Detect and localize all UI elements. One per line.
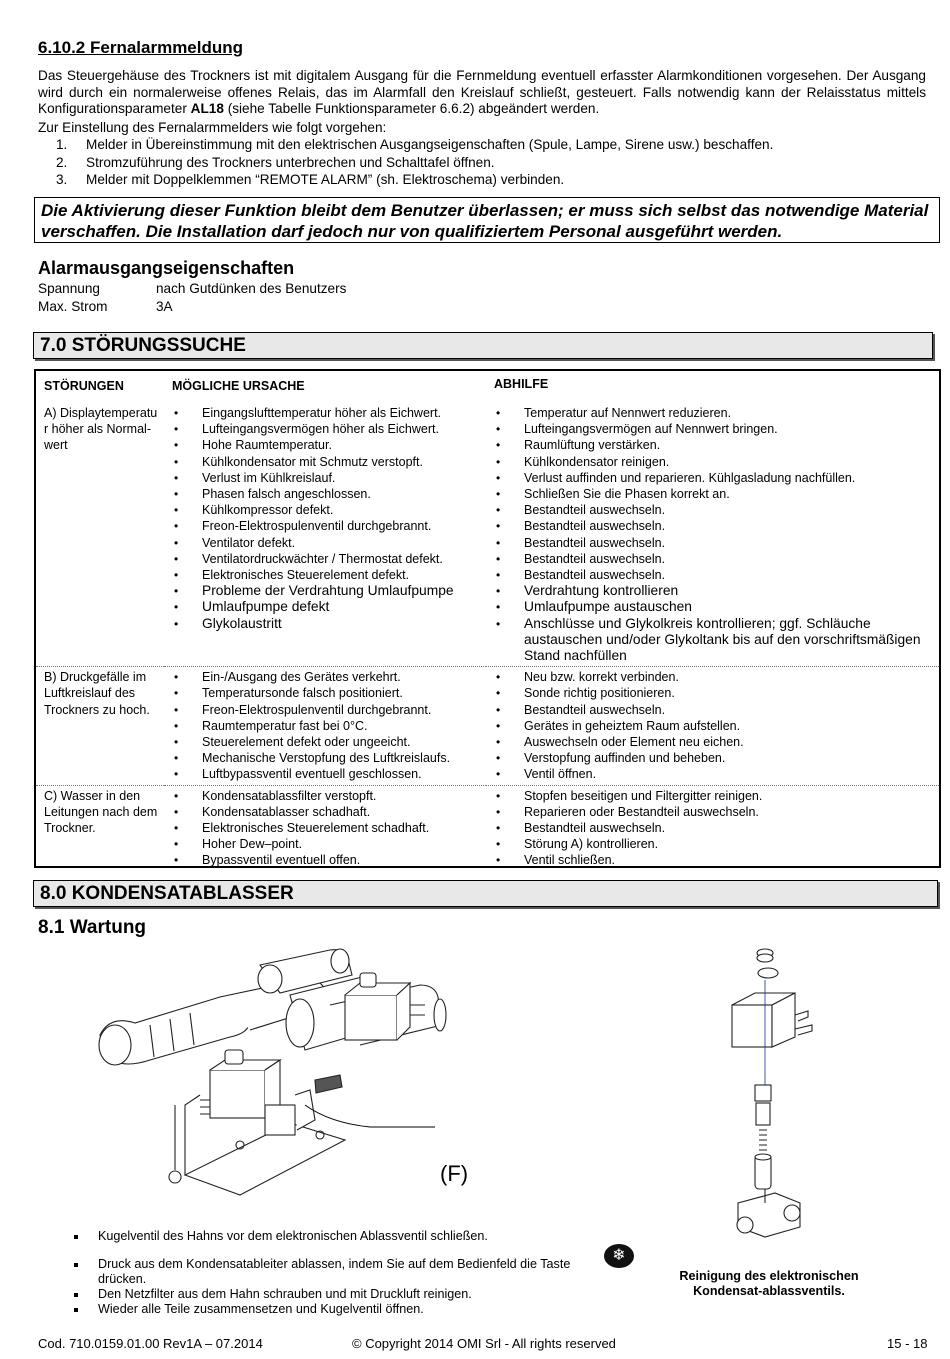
fault-cell: B) Druckgefälle im Luftkreislauf des Trockners zu hoch. bbox=[36, 667, 164, 785]
list-item: • Freon-Elektrospulenventil durchgebrannt. bbox=[172, 518, 480, 534]
alarm-output-row bbox=[38, 298, 346, 316]
list-item: • Kühlkondensator reinigen. bbox=[494, 454, 933, 470]
step-item bbox=[38, 136, 926, 154]
header-stoerungen: STÖRUNGEN bbox=[44, 379, 124, 393]
list-item: • Lufteingangsvermögen höher als Eichwert. bbox=[172, 421, 480, 437]
remedies-cell bbox=[486, 785, 939, 871]
list-item: • Elektronisches Steuerelement defekt. bbox=[172, 567, 480, 583]
alarm-label: Max. Strom bbox=[38, 299, 108, 314]
list-item: • Mechanische Verstopfung des Luftkreislaufs. bbox=[172, 750, 480, 766]
list-item: • Bestandteil auswechseln. bbox=[494, 502, 933, 518]
list-item: • Neu bzw. korrekt verbinden. bbox=[494, 669, 933, 685]
table-row bbox=[36, 785, 939, 871]
list-item: • Reparieren oder Bestandteil auswechseln. bbox=[494, 804, 933, 820]
figure-label-f: (F) bbox=[440, 1161, 469, 1186]
alarm-value: 3A bbox=[156, 299, 173, 314]
step-number: 2. bbox=[56, 154, 68, 170]
footer-code: Cod. 710.0159.01.00 Rev1A – 07.2014 bbox=[38, 1336, 263, 1351]
paragraph-end: (siehe Tabelle Funktionsparameter 6.6.2) abgeändert werden. bbox=[227, 101, 600, 116]
fault-cell: A) Displaytemperatu r höher als Normal-wert bbox=[44, 406, 158, 453]
list-item: Wieder alle Teile zusammensetzen und Kugelventil öffnen. bbox=[38, 1302, 638, 1317]
list-item: • Elektronisches Steuerelement schadhaft. bbox=[172, 820, 480, 836]
step-number: 1. bbox=[56, 137, 68, 152]
warning-box bbox=[34, 197, 940, 243]
list-item: • Probleme der Verdrahtung Umlaufpumpe bbox=[172, 583, 480, 599]
param-al18: AL18 bbox=[190, 101, 224, 116]
list-item: • Verstopfung auffinden und beheben. bbox=[494, 750, 933, 766]
list-item: • Freon-Elektrospulenventil durchgebrannt. bbox=[172, 702, 480, 718]
causes-cell bbox=[164, 399, 486, 667]
list-item: • Bestandteil auswechseln. bbox=[494, 702, 933, 718]
list-item: Den Netzfilter aus dem Hahn schrauben und mit Druckluft reinigen. bbox=[38, 1287, 638, 1302]
list-item: • Bestandteil auswechseln. bbox=[494, 567, 933, 583]
list-item: • Steuerelement defekt oder ungeeicht. bbox=[172, 734, 480, 750]
remedies-cell bbox=[486, 399, 939, 667]
list-item: • Phasen falsch angeschlossen. bbox=[172, 486, 480, 502]
list-item: • Verlust auffinden und reparieren. Kühlgasladung nachfüllen. bbox=[494, 470, 933, 486]
list-item: • Kondensatablassfilter verstopft. bbox=[172, 788, 480, 804]
remedies-cell bbox=[486, 667, 939, 785]
list-item: • Kühlkompressor defekt. bbox=[172, 502, 480, 518]
list-item: • Auswechseln oder Element neu eichen. bbox=[494, 734, 933, 750]
table-header-row bbox=[36, 371, 939, 399]
footer-copyright: © Copyright 2014 OMI Srl - All rights reserved bbox=[352, 1336, 616, 1351]
header-abhilfe: ABHILFE bbox=[494, 377, 549, 391]
drain-assembly-drawing bbox=[90, 945, 490, 1200]
step-text: Melder mit Doppelklemmen “REMOTE ALARM” (sh. Elektroschema) verbinden. bbox=[86, 172, 565, 187]
footer-page: 15 - 18 bbox=[887, 1336, 928, 1351]
step-text: Melder in Übereinstimmung mit den elektrischen Ausgangseigenschaften (Spule, Lampe, Sirene usw.) beschaffen. bbox=[86, 137, 774, 152]
section-title-stoerungssuche: 7.0 STÖRUNGSSUCHE bbox=[33, 332, 933, 359]
alarm-output-table bbox=[38, 280, 346, 316]
exploded-valve-drawing bbox=[720, 945, 820, 1265]
list-item: • Bypassventil eventuell offen. bbox=[172, 852, 480, 868]
list-item: • Umlaufpumpe defekt bbox=[172, 599, 480, 615]
section-title-fernalarm: 6.10.2 Fernalarmmeldung bbox=[38, 38, 244, 57]
troubleshooting-table bbox=[34, 369, 941, 868]
figure-caption: Reinigung des elektronischen Kondensat-ablassventils. bbox=[679, 1269, 859, 1298]
list-item: • Raumlüftung verstärken. bbox=[494, 437, 933, 453]
list-item: • Kondensatablasser schadhaft. bbox=[172, 804, 480, 820]
list-item: • Raumtemperatur fast bei 0°C. bbox=[172, 718, 480, 734]
list-item: • Störung A) kontrollieren. bbox=[494, 836, 933, 852]
step-text: Stromzuführung des Trockners unterbrechen und Schalttafel öffnen. bbox=[86, 154, 495, 170]
list-item: • Ein-/Ausgang des Gerätes verkehrt. bbox=[172, 669, 480, 685]
header-ursache: MÖGLICHE URSACHE bbox=[172, 379, 305, 393]
list-item: • Anschlüsse und Glykolkreis kontrollieren; ggf. Schläuche austauschen und/oder Glykoltank bis auf den vorschriftsmäßigen Stand nachfüllen bbox=[494, 616, 933, 665]
list-item: Kugelventil des Hahns vor dem elektronischen Ablassventil schließen. bbox=[38, 1229, 638, 1244]
list-item: • Ventilatordruckwächter / Thermostat defekt. bbox=[172, 551, 480, 567]
list-item: • Verdrahtung kontrollieren bbox=[494, 583, 933, 599]
list-item: • Luftbypassventil eventuell geschlossen. bbox=[172, 766, 480, 782]
list-item: • Hohe Raumtemperatur. bbox=[172, 437, 480, 453]
causes-cell bbox=[164, 667, 486, 785]
list-item: • Sonde richtig positionieren. bbox=[494, 685, 933, 701]
list-item: • Bestandteil auswechseln. bbox=[494, 551, 933, 567]
warning-text: Die Aktivierung dieser Funktion bleibt dem Benutzer überlassen; er muss sich selbst das notwendige Material verschaffen. Die Installation darf jedoch nur von qualifiziertem Personal ausgeführt werden. bbox=[41, 201, 929, 241]
list-item: • Ventil öffnen. bbox=[494, 766, 933, 782]
fernalarm-paragraph bbox=[38, 68, 926, 118]
list-item: • Lufteingangsvermögen auf Nennwert bringen. bbox=[494, 421, 933, 437]
list-item: • Temperatur auf Nennwert reduzieren. bbox=[494, 405, 933, 421]
fernalarm-steps bbox=[38, 136, 926, 189]
list-item: • Gerätes in geheiztem Raum aufstellen. bbox=[494, 718, 933, 734]
fernalarm-intro: Zur Einstellung des Fernalarmmelders wie folgt vorgehen: bbox=[38, 120, 387, 135]
snowflake-key-icon: ❄ bbox=[604, 1244, 634, 1268]
fault-cell: C) Wasser in den Leitungen nach dem Trockner. bbox=[36, 785, 164, 871]
list-item: • Bestandteil auswechseln. bbox=[494, 820, 933, 836]
maintenance-steps bbox=[38, 1229, 638, 1317]
list-item: • Umlaufpumpe austauschen bbox=[494, 599, 933, 615]
causes-cell bbox=[164, 785, 486, 871]
list-item: • Kühlkondensator mit Schmutz verstopft. bbox=[172, 454, 480, 470]
list-item: • Bestandteil auswechseln. bbox=[494, 518, 933, 534]
table-row bbox=[36, 667, 939, 785]
list-item: • Schließen Sie die Phasen korrekt an. bbox=[494, 486, 933, 502]
list-item: • Eingangslufttemperatur höher als Eichwert. bbox=[172, 405, 480, 421]
alarm-label: Spannung bbox=[38, 281, 100, 296]
section-title-kondensatablasser: 8.0 KONDENSATABLASSER bbox=[33, 880, 938, 907]
alarm-output-row bbox=[38, 280, 346, 298]
step-item bbox=[38, 154, 926, 172]
list-item: • Hoher Dew–point. bbox=[172, 836, 480, 852]
table-row bbox=[36, 399, 939, 667]
list-item: • Temperatursonde falsch positioniert. bbox=[172, 685, 480, 701]
list-item: Druck aus dem Kondensatableiter ablassen, indem Sie auf dem Bedienfeld die Taste drücken. bbox=[38, 1257, 638, 1287]
list-item: • Glykolaustritt bbox=[172, 616, 480, 632]
alarm-value: nach Gutdünken des Benutzers bbox=[156, 281, 347, 296]
list-item: • Ventil schließen. bbox=[494, 852, 933, 868]
list-item: • Bestandteil auswechseln. bbox=[494, 535, 933, 551]
list-item: • Verlust im Kühlkreislauf. bbox=[172, 470, 480, 486]
list-item: • Ventilator defekt. bbox=[172, 535, 480, 551]
step-item bbox=[38, 171, 926, 189]
step-number: 3. bbox=[56, 172, 68, 187]
list-item: • Stopfen beseitigen und Filtergitter reinigen. bbox=[494, 788, 933, 804]
subsection-title-wartung: 8.1 Wartung bbox=[38, 917, 147, 938]
paragraph-text: Das Steuergehäuse des Trockners ist mit digitalem Ausgang für die Fernmeldung eventuell erfasster Alarmkonditionen vorgesehen. Der Ausgang wird durch ein normalerweise offenes Relais, das im Alarmfall den Kreislauf schließt, gesteuert. Falls notwendig kann der Relaisstatus mittels Konfigurationsparameter bbox=[38, 68, 926, 116]
alarm-output-title: Alarmausgangseigenschaften bbox=[38, 258, 295, 278]
